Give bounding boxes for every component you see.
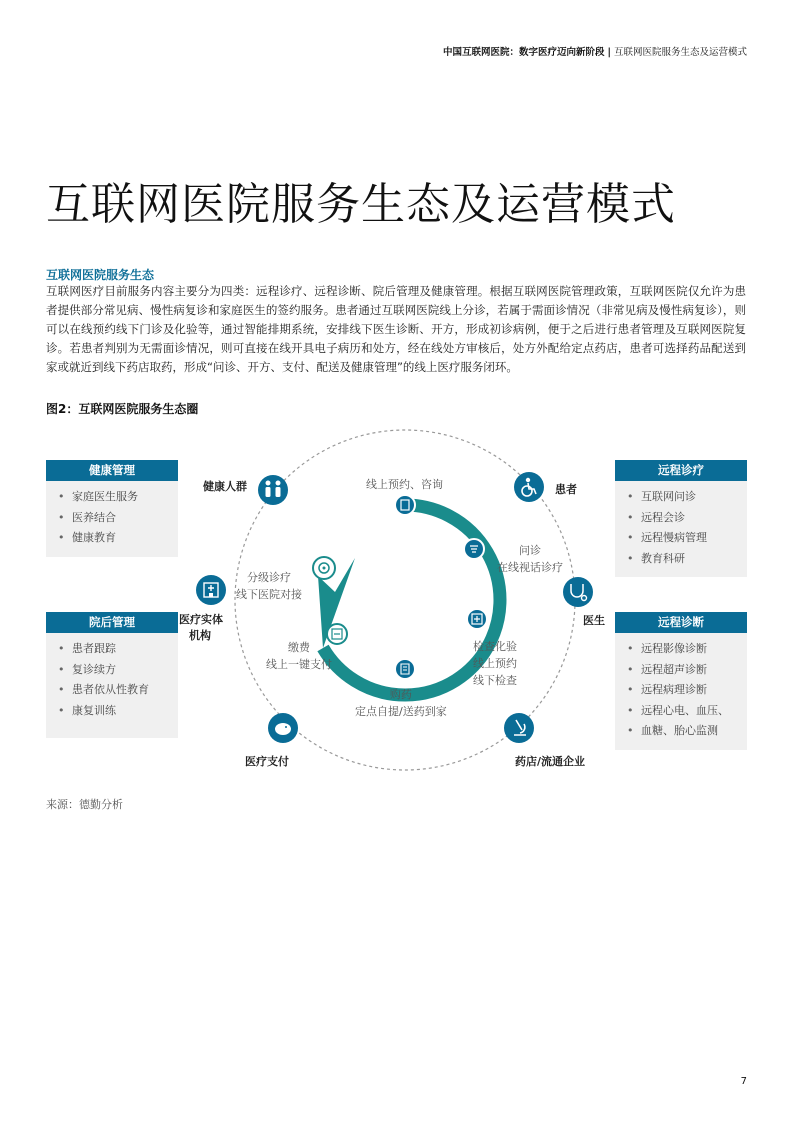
list-item-continuation: • 血糖、胎心监测 xyxy=(625,721,739,742)
header-report-title: 中国互联网医院：数字医疗迈向新阶段 xyxy=(442,47,605,58)
box-post-hospital-title: 院后管理 xyxy=(46,612,178,633)
list-item: • 远程心电、血压、 xyxy=(625,701,739,722)
step-label-s1 xyxy=(366,476,443,493)
step-s3-line1: 检查化验 xyxy=(473,640,517,653)
box-post-hospital-management xyxy=(46,612,178,738)
header-section: 互联网医院服务生态及运营模式 xyxy=(613,47,747,58)
step-s6-marker xyxy=(313,557,335,579)
node-medical-entity xyxy=(196,575,226,605)
step-s4-line2: 定点自提/送药到家 xyxy=(355,705,447,718)
node-doctor xyxy=(563,577,593,607)
step-s2-line2: 在线视话诊疗 xyxy=(497,561,563,574)
figure-title: 图2：互联网医院服务生态圈 xyxy=(46,402,199,416)
label-medical-entity-1: 医疗实体 xyxy=(179,613,223,626)
list-item: • 复诊续方 xyxy=(56,660,170,681)
box-remote-diagnosis xyxy=(615,612,747,750)
node-health-people xyxy=(258,475,288,505)
label-health-people: 健康人群 xyxy=(203,480,247,493)
list-item: • 远程影像诊断 xyxy=(625,639,739,660)
list-item: • 远程病理诊断 xyxy=(625,680,739,701)
label-patient: 患者 xyxy=(555,483,577,496)
step-s5-line1: 缴费 xyxy=(288,641,310,654)
list-item: • 教育科研 xyxy=(625,549,739,570)
step-s1-line1: 线上预约、咨询 xyxy=(366,478,443,491)
page-number: 7 xyxy=(740,1076,747,1087)
section-body: 互联网医疗目前服务内容主要分为四类：远程诊疗、远程诊断、院后管理及健康管理。根据互联网医院管理政策，互联网医院仅允许为患者提供部分常见病、慢性病复诊和家庭医生的签约服务。患者通过互联网医院线上分诊，若属于需面诊情况（非常见病及慢性病复诊），则可以在线预约线下门诊及化验等，通过智能排期系统，安排线下医生诊断、开方，形成初诊病例，便于之后进行患者管理及互联网医院复诊。若患者判别为无需面诊情况，则可直接在线开具电子病历和处方，经在线处方审核后，处方外配给定点药店，患者可选择药品配送到家或就近到线下药店取药，形成“问诊、开方、支付、配送及健康管理”的线上医疗服务闭环。 xyxy=(46,284,746,374)
step-s6-line2: 线下医院对接 xyxy=(236,588,302,601)
figure-source: 来源：德勤分析 xyxy=(46,798,123,811)
node-medical-payment xyxy=(268,713,298,743)
step-s5-line2: 线上一键支付 xyxy=(266,658,332,671)
header-separator: | xyxy=(607,47,611,58)
step-s4-marker xyxy=(395,659,415,679)
step-s2-marker xyxy=(464,539,484,559)
label-pharmacy: 药店/流通企业 xyxy=(515,755,586,768)
step-label-s4 xyxy=(355,686,447,720)
step-label-s6 xyxy=(236,569,302,603)
box-health-management xyxy=(46,460,178,557)
node-patient xyxy=(514,472,544,502)
list-item: • 健康教育 xyxy=(56,528,170,549)
list-item: • 患者跟踪 xyxy=(56,639,170,660)
list-item: • 医养结合 xyxy=(56,508,170,529)
list-item: • 患者依从性教育 xyxy=(56,680,170,701)
box-health-management-title: 健康管理 xyxy=(46,460,178,481)
label-doctor: 医生 xyxy=(583,614,605,627)
step-s6-line1: 分级诊疗 xyxy=(247,571,291,584)
step-s4-line1: 购药 xyxy=(389,688,412,701)
page-title: 互联网医院服务生态及运营模式 xyxy=(46,179,676,230)
section-title: 互联网医院服务生态 xyxy=(46,268,155,282)
node-pharmacy xyxy=(504,713,534,743)
list-item: • 康复训练 xyxy=(56,701,170,722)
step-label-s5 xyxy=(266,639,332,673)
step-s3-marker xyxy=(467,609,487,629)
box-remote-diagnosis-title: 远程诊断 xyxy=(615,612,747,633)
list-item: • 远程会诊 xyxy=(625,508,739,529)
step-label-s3 xyxy=(473,638,517,689)
step-s3-line2: 线上预约 xyxy=(473,657,517,670)
label-medical-entity-2: 机构 xyxy=(189,629,211,642)
step-s1-marker xyxy=(395,495,415,515)
box-remote-treatment-title: 远程诊疗 xyxy=(615,460,747,481)
step-s2-line1: 问诊 xyxy=(519,544,541,557)
list-item: • 远程超声诊断 xyxy=(625,660,739,681)
list-item: • 家庭医生服务 xyxy=(56,487,170,508)
box-remote-treatment xyxy=(615,460,747,577)
label-medical-payment: 医疗支付 xyxy=(245,755,289,768)
list-item: • 远程慢病管理 xyxy=(625,528,739,549)
step-s3-line3: 线下检查 xyxy=(473,674,517,687)
list-item: • 互联网问诊 xyxy=(625,487,739,508)
step-label-s2 xyxy=(497,542,563,576)
